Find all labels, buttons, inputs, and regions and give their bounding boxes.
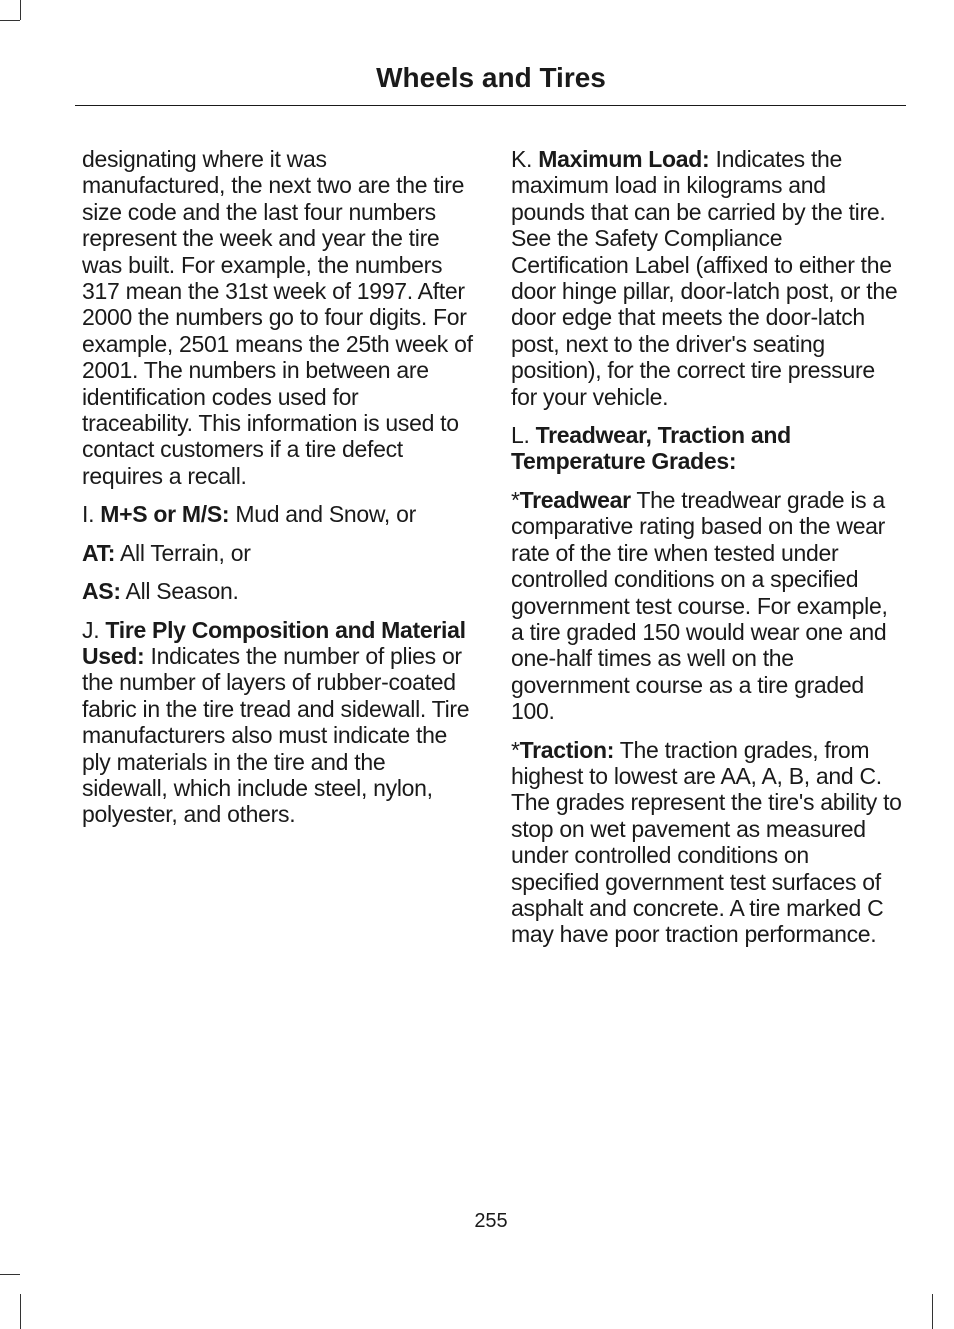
paragraph-all-terrain: [82, 540, 474, 566]
paragraph-text: All Season.: [120, 578, 239, 605]
paragraph-tire-ply: [82, 617, 474, 828]
left-column: [82, 146, 474, 840]
crop-mark-bottom-left-vertical: [20, 1294, 21, 1329]
item-prefix: I.: [82, 501, 101, 528]
paragraph-traction: [511, 737, 903, 948]
crop-mark-top-left-horizontal: [0, 20, 20, 21]
item-prefix: *: [511, 736, 520, 763]
term-mud-snow: M+S or M/S:: [100, 501, 230, 528]
item-prefix: J.: [82, 616, 106, 643]
term-all-season: AS:: [82, 578, 121, 605]
title-divider: [75, 105, 906, 106]
paragraph-text: designating where it was manufactured, the next two are the tire size code and the last four numbers represent the week and year the tire was built. For example, the numbers 317 mean the 31st week of 1997. After 2000 the numbers go to four digits. For example, 2501 means the 25th week of 2001. The numbers in between are identification codes used for traceability. This information is used to contact customers if a tire defect requires a recall.: [82, 146, 473, 489]
paragraph-mud-snow: [82, 501, 474, 527]
term-all-terrain: AT:: [82, 539, 116, 566]
page-number: 255: [474, 1210, 508, 1232]
paragraph-text: The treadwear grade is a comparative rating based on the wear rate of the tire when tested under controlled conditions on a specified government test course. For example, a tire graded 150 would wear one and one-half times as well on the government course as a tire graded 100.: [511, 486, 888, 725]
term-maximum-load: Maximum Load:: [538, 146, 710, 172]
paragraph-grades-heading: [511, 422, 903, 475]
paragraph-text: Indicates the maximum load in kilograms and pounds that can be carried by the tire. See the Safety Compliance Certification Label (affixed to either the door hinge pillar, door-latch post, or the door edge that meets the door-latch post, next to the driver's seating position), for the correct tire pressure for your vehicle.: [511, 146, 898, 410]
paragraph-tire-date-code: [82, 146, 474, 489]
term-grades: Treadwear, Traction and Temperature Grades:: [511, 422, 791, 475]
term-treadwear: Treadwear: [519, 486, 631, 513]
paragraph-text: Indicates the number of plies or the number of layers of rubber-coated fabric in the tire tread and sidewall. Tire manufacturers also must indicate the ply materials in the tire and the sidewall, which include steel, nylon, polyester, and others.: [82, 642, 470, 828]
paragraph-treadwear: [511, 487, 903, 725]
crop-mark-top-left-vertical: [20, 0, 21, 20]
item-prefix: K.: [511, 146, 539, 172]
crop-mark-bottom-right-vertical: [932, 1294, 933, 1329]
page-title: Wheels and Tires: [376, 62, 606, 93]
item-prefix: *: [511, 486, 520, 513]
paragraph-text: All Terrain, or: [115, 539, 251, 566]
item-prefix: L.: [511, 422, 536, 449]
paragraph-text: Mud and Snow, or: [229, 501, 416, 528]
term-tire-ply: Tire Ply Composition and Material Used:: [82, 616, 466, 669]
crop-mark-bottom-left-horizontal: [0, 1274, 20, 1275]
paragraph-maximum-load: [511, 146, 903, 410]
paragraph-text: The traction grades, from highest to lowest are AA, A, B, and C. The grades represent the tire's ability to stop on wet pavement as measured under controlled conditions on specified government test surfaces of asphalt and concrete. A tire marked C may have poor traction performance.: [511, 736, 902, 948]
right-column: [511, 146, 903, 960]
term-traction: Traction:: [519, 736, 615, 763]
paragraph-all-season: [82, 578, 474, 604]
